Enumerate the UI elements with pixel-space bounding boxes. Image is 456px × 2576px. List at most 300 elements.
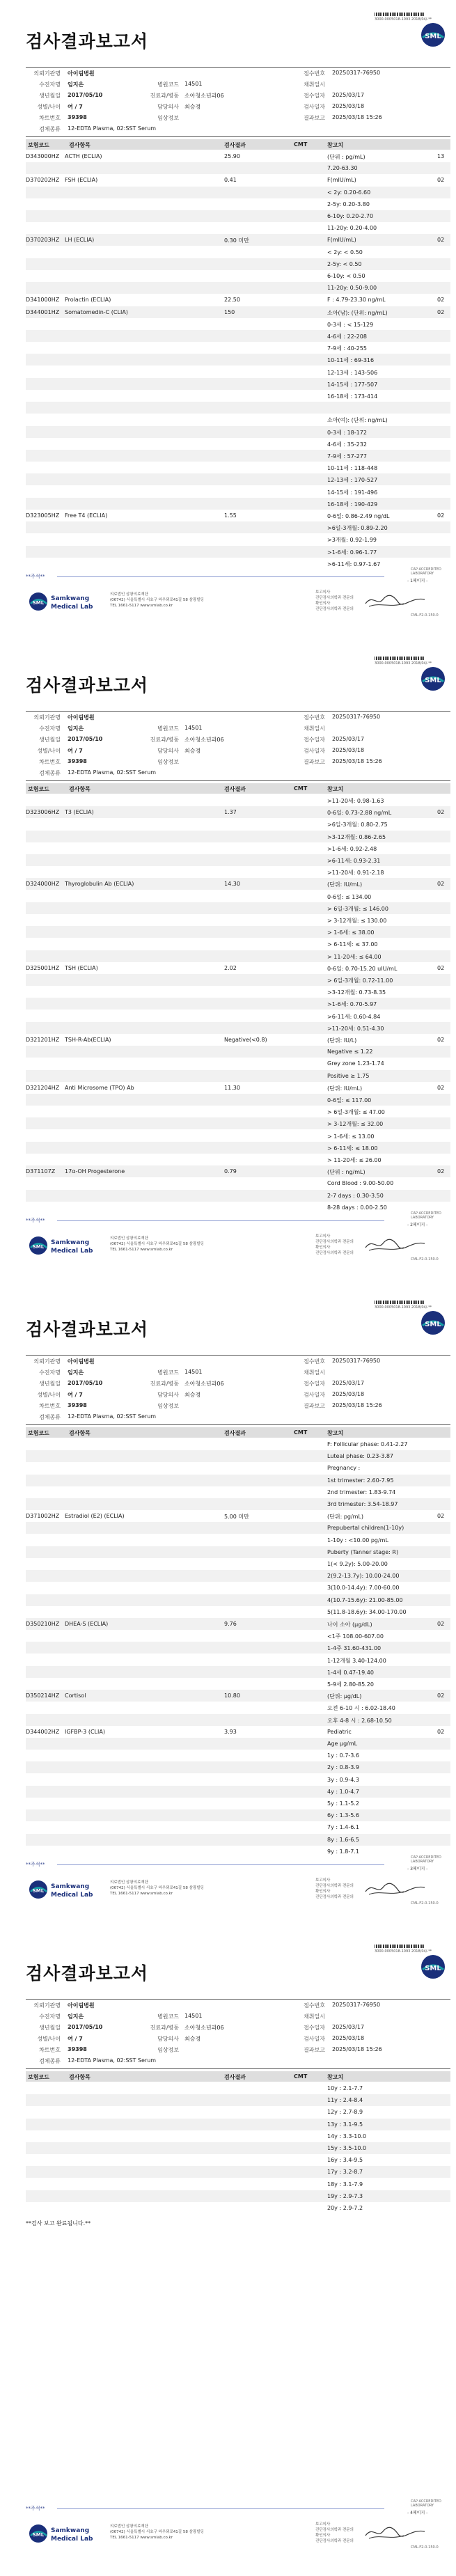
cell-reference: Puberty (Tanner stage: R) (327, 1548, 399, 1555)
cell-code: D370203HZ (26, 237, 60, 244)
table-row (26, 426, 450, 438)
table-row (26, 1546, 450, 1558)
table-row (26, 1498, 450, 1510)
lab-name-line2: Medical Lab (51, 1892, 93, 1899)
table-row (26, 1010, 450, 1022)
col-name: 검사항목 (69, 2074, 91, 2080)
cell-reference: F : 4.79-23.30 ng/mL (327, 297, 386, 304)
cell-reference: >3-12개월: 0.86-2.65 (327, 833, 386, 840)
value-print-date: 2025/03/18 (332, 747, 365, 753)
cell-reference: 1st trimester: 2.60-7.95 (327, 1477, 394, 1484)
table-row (26, 1106, 450, 1117)
label-patient-no: 차트번호 (39, 2047, 61, 2053)
header-rule (26, 1999, 450, 2000)
logo-mark-text: SML (32, 600, 45, 606)
cell-code: D350214HZ (26, 1693, 60, 1699)
table-row (26, 234, 450, 246)
barcode (375, 657, 425, 660)
table-row (26, 1094, 450, 1106)
table-row (26, 1082, 450, 1094)
cell-reference: 20y : 2.9-7.2 (327, 2205, 363, 2211)
cell-reference: 7y : 1.4-6.1 (327, 1824, 359, 1831)
cell-reference: 2-7 days : 0.30-3.50 (327, 1192, 384, 1199)
cell-reference: 소아(여): (단위: ng/mL) (327, 417, 388, 424)
cell-reference: 7-9세 : 57-277 (327, 453, 367, 460)
lab-info-1: 의료법인 삼광의료재단 (110, 2524, 148, 2529)
cell-reference: 11-20y: 0.50-9.00 (327, 285, 377, 292)
cell-reference: Cord Blood : 9.00-50.00 (327, 1180, 394, 1187)
label-print-date: 검사일자 (304, 748, 325, 754)
table-row (26, 2119, 450, 2130)
page-code: CML-F2-0-150-0 (411, 613, 439, 618)
lab-info (110, 1236, 204, 1252)
cell-reference: (단위: μg/dL) (327, 1693, 362, 1700)
value-chart-no: 14501 (184, 725, 203, 731)
cell-reference: (단위: IU/mL) (327, 1085, 363, 1092)
label-dept: 진료과/병동 (150, 737, 179, 743)
value-name: 임지은 (68, 2013, 84, 2020)
table-row (26, 1570, 450, 1582)
cell-reference: > 6-11세: ≤ 18.00 (327, 1145, 378, 1152)
cell-reference: Positive ≥ 1.75 (327, 1072, 370, 1079)
cell-code: D371002HZ (26, 1513, 60, 1520)
label-dept: 진료과/병동 (150, 1381, 179, 1387)
cell-reference: Age μg/mL (327, 1741, 358, 1747)
cell-reference: >6-11세: 0.60-4.84 (327, 1013, 381, 1020)
cell-test-name: Cortisol (65, 1693, 86, 1699)
page-number: - 1페이지 - (407, 579, 428, 583)
table-row (26, 162, 450, 174)
sign-label-4: 진단검사의학과 전문의 (315, 2539, 354, 2543)
value-receipt-no: 20250317-76950 (332, 1358, 381, 1364)
cell-reference: > 3-12개월: ≤ 32.00 (327, 1121, 384, 1128)
table-row (26, 510, 450, 521)
lab-name-line1: Samkwang (51, 1883, 90, 1890)
label-receipt-no: 접수번호 (304, 1358, 325, 1365)
value-sex-age: 여 / 7 (68, 748, 83, 754)
table-row (26, 1594, 450, 1606)
cell-test-name: FSH (ECLIA) (65, 177, 98, 184)
value-patient-no: 39398 (68, 2046, 87, 2052)
value-sex-age: 여 / 7 (68, 1392, 83, 1398)
cell-result: 0.41 (224, 177, 237, 184)
table-row (26, 558, 450, 570)
value-doctor: 최승경 (184, 748, 201, 754)
label-result-date: 결과보고 (304, 759, 325, 765)
logo-mark-text: SML (32, 2532, 45, 2538)
col-result: 검사결과 (224, 786, 246, 792)
cell-reference: F(mIU/mL) (327, 177, 356, 184)
label-result-date: 결과보고 (304, 115, 325, 121)
cell-reference: >1-6세: 0.96-1.77 (327, 549, 377, 556)
cell-reference: 10-11세 : 118-448 (327, 465, 378, 472)
table-row (26, 1750, 450, 1761)
table-row (26, 2154, 450, 2166)
cell-code: D344002HZ (26, 1728, 60, 1735)
lab-info-1: 의료법인 삼광의료재단 (110, 1236, 148, 1241)
cell-reference: 19y : 2.9-7.3 (327, 2192, 363, 2199)
label-doctor: 담당의사 (157, 1392, 179, 1398)
table-row (26, 1714, 450, 1726)
cell-reference: 0-6일: 0.73-2.88 ng/mL (327, 810, 392, 817)
table-row (26, 1058, 450, 1069)
cell-reference: 3y : 0.9-4.3 (327, 1776, 359, 1783)
cell-decimal: 13 (437, 153, 445, 159)
table-row (26, 342, 450, 354)
label-specimen: 검체종류 (39, 1414, 61, 1420)
cell-test-name: Prolactin (ECLIA) (65, 297, 111, 304)
value-receive-date: 2025/03/17 (332, 736, 365, 742)
table-row (26, 2106, 450, 2118)
value-receipt-no: 20250317-76950 (332, 70, 381, 76)
cell-reference: >6일-3개월: 0.89-2.20 (327, 525, 388, 532)
value-birth: 2017/05/10 (68, 1380, 103, 1386)
label-specimen: 검체종류 (39, 770, 61, 776)
label-name: 수진자명 (39, 2013, 61, 2020)
lab-info-3: TEL 1661-5117 www.smlab.co.kr (110, 1892, 173, 1896)
signature-icon (362, 2523, 428, 2541)
table-row (26, 402, 450, 414)
label-print-date: 검사일자 (304, 2036, 325, 2042)
cap-code: CAP ACCREDITED LABORATORY (411, 2499, 441, 2508)
sign-label-3: 확인의사 (315, 2534, 331, 2538)
table-row (26, 1786, 450, 1798)
col-result: 검사결과 (224, 2074, 246, 2080)
cell-result: 5.00 미만 (224, 1514, 249, 1521)
table-row (26, 330, 450, 342)
value-chart-no: 14501 (184, 1369, 203, 1375)
cell-code: D370202HZ (26, 177, 60, 184)
cell-reference: Pediatric (327, 1728, 352, 1735)
cell-reference: (단위: IU/mL) (327, 881, 363, 888)
lab-info-3: TEL 1661-5117 www.smlab.co.kr (110, 1248, 173, 1252)
table-row (26, 1438, 450, 1450)
value-result-date: 2025/03/18 15:26 (332, 758, 382, 764)
cell-reference: 16y : 3.4-9.5 (327, 2157, 363, 2164)
table-row (26, 986, 450, 998)
cell-reference: 13y : 3.1-9.5 (327, 2121, 363, 2128)
label-sex-age: 성별/나이 (37, 1392, 61, 1398)
cell-reference: (단위 : ng/mL) (327, 1169, 365, 1176)
page-title: 검사결과보고서 (26, 31, 149, 52)
samkwang-logo-icon (28, 1878, 97, 1901)
table-row (26, 2142, 450, 2154)
cell-reference: >6일-3개월: 0.80-2.75 (327, 822, 388, 828)
page-number: - 4페이지 - (407, 2511, 428, 2515)
report-page-2 (0, 644, 456, 1288)
label-hospital: 의뢰기관명 (33, 70, 61, 77)
table-row (26, 2094, 450, 2106)
table-row (26, 2082, 450, 2094)
cell-reference: 6y : 1.3-5.6 (327, 1812, 359, 1819)
end-note: **검사 보고 완료됩니다.** (26, 2220, 91, 2227)
report-page-3 (0, 1288, 456, 1932)
fold-note (26, 573, 450, 580)
cell-reference: 2-5y: < 0.50 (327, 260, 362, 267)
col-ref: 참고치 (327, 786, 344, 792)
fold-rule (57, 2508, 384, 2509)
cell-reference: > 1-6세: ≤ 13.00 (327, 1133, 375, 1140)
fold-note-text: **주석** (26, 1862, 45, 1867)
sign-label-4: 진단검사의학과 전문의 (315, 607, 354, 611)
lab-name-line2: Medical Lab (51, 2536, 93, 2543)
cell-code: D321201HZ (26, 1037, 60, 1043)
barcode (375, 13, 425, 16)
lab-name-line2: Medical Lab (51, 1248, 93, 1255)
col-ref: 참고치 (327, 1430, 344, 1436)
cap-code: CAP ACCREDITED LABORATORY (411, 1211, 441, 1220)
sml-logo-icon (419, 1953, 447, 1981)
cell-test-name: 17α-OH Progesterone (65, 1168, 125, 1175)
cell-decimal: 02 (437, 881, 445, 888)
sign-label-2: 진단검사의학과 전문의 (315, 596, 354, 600)
cell-reference: > 1-6세: ≤ 38.00 (327, 929, 375, 936)
label-sex-age: 성별/나이 (37, 748, 61, 754)
col-ref: 참고치 (327, 142, 344, 148)
label-report-date: 채취일시 (304, 81, 325, 88)
lab-name-line1: Samkwang (51, 1239, 90, 1246)
page-code: CML-F2-0-150-0 (411, 1901, 439, 1906)
page-number: - 2페이지 - (407, 1223, 428, 1227)
cell-reference: 11-20y: 0.20-4.00 (327, 225, 377, 232)
table-row (26, 1475, 450, 1486)
cell-reference: (단위: pg/mL) (327, 1514, 364, 1521)
cell-reference: >6-11세: 0.93-2.31 (327, 858, 381, 864)
cell-reference: 5y : 1.1-5.2 (327, 1800, 359, 1807)
cell-decimal: 02 (437, 1693, 445, 1699)
value-patient-no: 39398 (68, 1402, 87, 1408)
barcode-text: 3000-0005018-1093 2018/04/-** (375, 661, 432, 666)
report-page-4 (0, 1932, 456, 2576)
table-row (26, 794, 450, 806)
cell-code: D324000HZ (26, 881, 60, 888)
fold-note (26, 1861, 450, 1868)
table-row (26, 414, 450, 425)
cell-reference: 0-3세 : < 15-129 (327, 321, 374, 328)
barcode (375, 1945, 425, 1948)
lab-name-line1: Samkwang (51, 2527, 90, 2534)
lab-info-1: 의료법인 삼광의료재단 (110, 592, 148, 597)
table-header (26, 783, 450, 794)
table-row (26, 222, 450, 234)
table-row (26, 998, 450, 1010)
cell-reference: 8-28 days : 0.00-2.50 (327, 1204, 387, 1211)
sml-logo-icon (419, 1309, 447, 1337)
label-print-date: 검사일자 (304, 104, 325, 110)
cell-reference: 15y : 3.5-10.0 (327, 2145, 367, 2151)
table-row (26, 1678, 450, 1690)
cell-test-name: Anti Microsome (TPO) Ab (65, 1084, 134, 1091)
cell-reference: >1-6세: 0.92-2.48 (327, 845, 377, 852)
table-row (26, 2202, 450, 2214)
value-print-date: 2025/03/18 (332, 103, 365, 109)
cell-reference: 1-4주 31.60-431.00 (327, 1645, 382, 1652)
cell-reference: 0-3세 : 18-172 (327, 429, 367, 436)
cell-test-name: Somatomedin-C (CLIA) (65, 308, 128, 315)
col-code: 보험코드 (28, 786, 49, 792)
lab-info (110, 1880, 204, 1896)
sign-label-3: 확인의사 (315, 1246, 331, 1250)
label-receipt-no: 접수번호 (304, 70, 325, 77)
sml-logo-text: SML (425, 1321, 441, 1328)
table-row (26, 1798, 450, 1809)
table-row (26, 210, 450, 222)
table-row (26, 498, 450, 510)
cell-code: D323005HZ (26, 512, 60, 519)
table-row (26, 1774, 450, 1786)
value-dept: 소아청소년과06 (184, 2025, 224, 2031)
label-hospital: 의뢰기관명 (33, 1358, 61, 1365)
table-row (26, 150, 450, 162)
col-result: 검사결과 (224, 142, 246, 148)
label-hospital: 의뢰기관명 (33, 714, 61, 721)
table-row (26, 546, 450, 558)
meta-rule (26, 1424, 450, 1425)
label-memo: 임상정보 (157, 2047, 179, 2053)
label-name: 수진자명 (39, 725, 61, 732)
label-receive-date: 접수일자 (304, 737, 325, 743)
value-specimen: 12-EDTA Plasma, 02:SST Serum (68, 1413, 157, 1420)
cell-result: 3.93 (224, 1728, 237, 1735)
cell-result: Negative(<0.8) (224, 1037, 267, 1043)
page-title: 검사결과보고서 (26, 1319, 149, 1340)
table-row (26, 938, 450, 950)
cell-reference: Negative ≤ 1.22 (327, 1049, 373, 1055)
label-report-date: 채취일시 (304, 1369, 325, 1376)
table-row (26, 842, 450, 854)
cell-reference: 1y : 0.7-3.6 (327, 1752, 359, 1759)
samkwang-logo-icon (28, 1234, 97, 1257)
table-row (26, 438, 450, 450)
table-row (26, 1130, 450, 1142)
value-birth: 2017/05/10 (68, 92, 103, 98)
page-code: CML-F2-0-150-0 (411, 1257, 439, 1262)
meta-rule (26, 2068, 450, 2069)
sign-label-2: 진단검사의학과 전문의 (315, 1884, 354, 1888)
label-receipt-no: 접수번호 (304, 714, 325, 721)
cell-reference: 3(10.0-14.4y): 7.00-60.00 (327, 1585, 400, 1592)
value-hospital: 아이림병원 (68, 1358, 95, 1365)
table-row (26, 890, 450, 902)
label-dept: 진료과/병동 (150, 93, 179, 99)
cell-reference: 17y : 3.2-8.7 (327, 2169, 363, 2176)
cell-test-name: DHEA-S (ECLIA) (65, 1621, 109, 1627)
cell-reference: 7.20-63.30 (327, 165, 358, 172)
fold-note (26, 1217, 450, 1224)
cell-test-name: Estradiol (E2) (ECLIA) (65, 1513, 125, 1520)
cell-reference: 0-6일: 0.70-15.20 uIU/mL (327, 965, 398, 972)
table-header (26, 2071, 450, 2082)
cell-reference: F: Follicular phase: 0.41-2.27 (327, 1441, 408, 1447)
value-hospital: 아이림병원 (68, 714, 95, 721)
col-flag: CMT (294, 2073, 308, 2080)
value-receipt-no: 20250317-76950 (332, 2002, 381, 2008)
cell-decimal: 02 (437, 1168, 445, 1175)
cell-code: D343000HZ (26, 153, 60, 159)
cell-reference: > 3-12개월: ≤ 130.00 (327, 918, 387, 924)
label-report-date: 채취일시 (304, 2013, 325, 2020)
value-sex-age: 여 / 7 (68, 104, 83, 110)
cell-decimal: 02 (437, 512, 445, 519)
col-name: 검사항목 (69, 1430, 91, 1436)
cell-result: 9.76 (224, 1621, 237, 1627)
table-row (26, 1190, 450, 1202)
cell-reference: 오전 6-10 시 : 6.02-18.40 (327, 1705, 395, 1712)
cell-reference: F(mIU/mL) (327, 237, 356, 244)
table-row (26, 282, 450, 294)
label-specimen: 검체종류 (39, 126, 61, 132)
cell-reference: 2(9.2-13.7y): 10.00-24.00 (327, 1573, 400, 1580)
table-row (26, 1846, 450, 1858)
value-specimen: 12-EDTA Plasma, 02:SST Serum (68, 769, 157, 776)
value-name: 임지은 (68, 725, 84, 732)
table-row (26, 306, 450, 318)
cell-reference: 9y : 1.8-7.1 (327, 1848, 359, 1855)
table-row (26, 950, 450, 962)
cell-code: D344001HZ (26, 308, 60, 315)
cell-reference: > 6일-3개월: ≤ 146.00 (327, 905, 388, 912)
cell-result: 0.30 미만 (224, 237, 249, 244)
cell-reference: 18y : 3.1-7.9 (327, 2181, 363, 2188)
meta-rule (26, 136, 450, 137)
table-row (26, 390, 450, 402)
page-title: 검사결과보고서 (26, 675, 149, 696)
table-row (26, 1618, 450, 1630)
header-rule (26, 711, 450, 712)
cell-test-name: Free T4 (ECLIA) (65, 512, 108, 519)
samkwang-logo-icon (28, 2522, 97, 2545)
cell-reference: < 2y: < 0.50 (327, 249, 363, 256)
value-result-date: 2025/03/18 15:26 (332, 114, 382, 120)
label-doctor: 담당의사 (157, 104, 179, 110)
lab-info-3: TEL 1661-5117 www.smlab.co.kr (110, 604, 173, 608)
fold-note-text: **주석** (26, 2506, 45, 2511)
cell-reference: 8y : 1.6-6.5 (327, 1836, 359, 1843)
value-name: 임지은 (68, 81, 84, 88)
cell-result: 10.80 (224, 1693, 240, 1699)
cell-reference: 1-4세 0.47-19.40 (327, 1669, 374, 1676)
table-row (26, 902, 450, 914)
value-doctor: 최승경 (184, 104, 201, 110)
col-code: 보험코드 (28, 2074, 49, 2080)
value-patient-no: 39398 (68, 114, 87, 120)
cell-decimal: 02 (437, 1037, 445, 1043)
col-flag: CMT (294, 141, 308, 148)
table-row (26, 1654, 450, 1666)
table-row (26, 1534, 450, 1546)
lab-name-line2: Medical Lab (51, 604, 93, 611)
label-patient-no: 차트번호 (39, 1403, 61, 1409)
fold-note-text: **주석** (26, 1218, 45, 1223)
report-page-1 (0, 0, 456, 644)
value-doctor: 최승경 (184, 2036, 201, 2042)
header-rule (26, 67, 450, 68)
table-row (26, 818, 450, 830)
cell-reference: 1-12개월 3.40-124.00 (327, 1657, 386, 1664)
value-patient-no: 39398 (68, 758, 87, 764)
table-row (26, 1582, 450, 1594)
header-rule (26, 1355, 450, 1356)
table-row (26, 831, 450, 842)
cell-reference: 7-9세 : 40-255 (327, 345, 367, 352)
fold-note (26, 2505, 450, 2512)
sml-logo-icon (419, 665, 447, 693)
label-chart-no: 병원코드 (157, 2013, 179, 2020)
sign-labels (315, 590, 354, 612)
sign-label-2: 진단검사의학과 전문의 (315, 1240, 354, 1244)
cell-reference: 14-15세 : 191-496 (327, 489, 378, 496)
cell-reference: > 11-20세: ≤ 64.00 (327, 953, 382, 960)
